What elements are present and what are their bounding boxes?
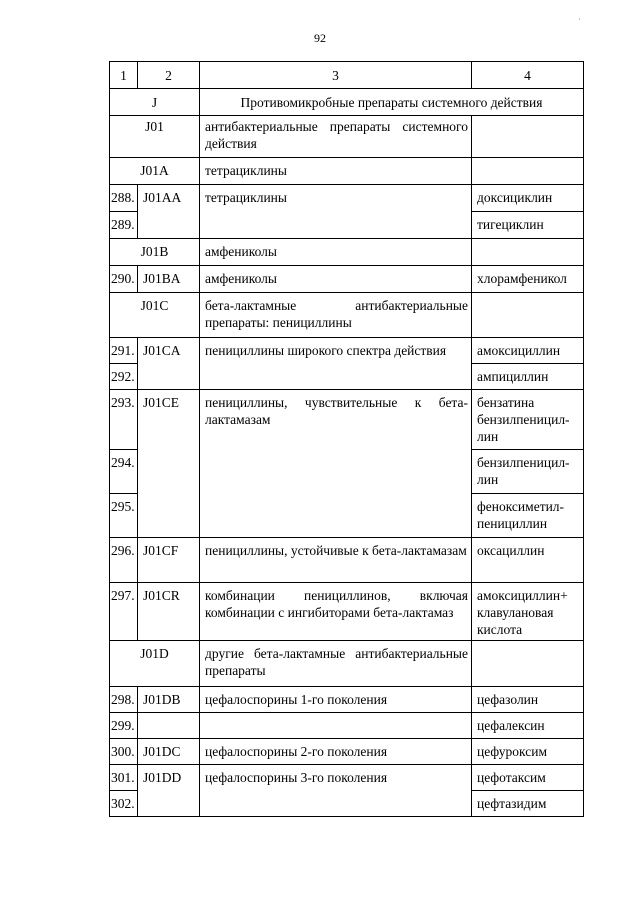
atc-name: комбинации пенициллинов, включая комбинации с ингибиторами бета-лактамаз xyxy=(200,583,472,641)
drug-name: доксициклин xyxy=(472,185,584,212)
row-number: 294. xyxy=(110,450,138,494)
table-row xyxy=(110,687,584,713)
group-row-j01a xyxy=(110,158,584,185)
table-row xyxy=(110,538,584,583)
group-code: J01 xyxy=(110,116,200,158)
group-drug-empty xyxy=(472,158,584,185)
row-number: 298. xyxy=(110,687,138,713)
row-number: 299. xyxy=(110,713,138,739)
row-number: 300. xyxy=(110,739,138,765)
drug-name: амоксициллин+ клавулановая кислота xyxy=(472,583,584,641)
atc-name: амфениколы xyxy=(200,266,472,293)
group-code: J01D xyxy=(110,641,200,687)
scan-mark: · xyxy=(578,14,581,24)
group-name: тетрациклины xyxy=(200,158,472,185)
row-number: 290. xyxy=(110,266,138,293)
atc-code-empty xyxy=(138,713,200,739)
drug-name: цефазолин xyxy=(472,687,584,713)
group-drug-empty xyxy=(472,116,584,158)
row-number: 302. xyxy=(110,791,138,817)
row-number: 296. xyxy=(110,538,138,583)
drug-name: цефтазидим xyxy=(472,791,584,817)
atc-name: пенициллины, чувствительные к бета-лактамазам xyxy=(200,390,472,538)
table-row xyxy=(110,739,584,765)
table-row xyxy=(110,185,584,212)
drug-name: бензатина бензилпеницил-лин xyxy=(472,390,584,450)
table-row xyxy=(110,765,584,791)
row-number: 301. xyxy=(110,765,138,791)
table-row xyxy=(110,713,584,739)
group-row-j01c xyxy=(110,293,584,338)
atc-name: пенициллины широкого спектра действия xyxy=(200,338,472,390)
group-row-j01b xyxy=(110,239,584,266)
table-row xyxy=(110,583,584,641)
table-row xyxy=(110,266,584,293)
drug-name: цефалексин xyxy=(472,713,584,739)
group-code: J01C xyxy=(110,293,200,338)
row-number: 288. xyxy=(110,185,138,212)
atc-code: J01DC xyxy=(138,739,200,765)
drug-name: тигециклин xyxy=(472,212,584,239)
atc-name: цефалоспорины 3-го поколения xyxy=(200,765,472,817)
drug-name: хлорамфеникол xyxy=(472,266,584,293)
drug-name: цефуроксим xyxy=(472,739,584,765)
header-col-3: 3 xyxy=(200,62,472,89)
header-row xyxy=(110,62,584,89)
row-number: 297. xyxy=(110,583,138,641)
atc-name: цефалоспорины 2-го поколения xyxy=(200,739,472,765)
atc-name-empty xyxy=(200,713,472,739)
group-row-j01 xyxy=(110,116,584,158)
group-row-j01d xyxy=(110,641,584,687)
section-code: J xyxy=(110,89,200,116)
header-col-4: 4 xyxy=(472,62,584,89)
row-number: 291. xyxy=(110,338,138,364)
atc-code: J01CR xyxy=(138,583,200,641)
row-number: 293. xyxy=(110,390,138,450)
drug-name: цефотаксим xyxy=(472,765,584,791)
atc-code: J01BA xyxy=(138,266,200,293)
group-code: J01B xyxy=(110,239,200,266)
drug-name: ампициллин xyxy=(472,364,584,390)
table-row xyxy=(110,338,584,364)
drug-name: феноксиметил-пенициллин xyxy=(472,494,584,538)
section-title: Противомикробные препараты системного действия xyxy=(200,89,584,116)
row-number: 295. xyxy=(110,494,138,538)
drug-table xyxy=(109,61,584,817)
group-name: амфениколы xyxy=(200,239,472,266)
row-number: 289. xyxy=(110,212,138,239)
group-name: бета-лактамные антибактериальные препараты: пенициллины xyxy=(200,293,472,338)
atc-name: цефалоспорины 1-го поколения xyxy=(200,687,472,713)
drug-name: оксациллин xyxy=(472,538,584,583)
group-drug-empty xyxy=(472,641,584,687)
group-drug-empty xyxy=(472,293,584,338)
group-drug-empty xyxy=(472,239,584,266)
atc-code: J01DD xyxy=(138,765,200,817)
header-col-1: 1 xyxy=(110,62,138,89)
drug-name: бензилпеницил-лин xyxy=(472,450,584,494)
group-name: антибактериальные препараты системного действия xyxy=(200,116,472,158)
atc-code: J01CA xyxy=(138,338,200,390)
atc-code: J01DB xyxy=(138,687,200,713)
atc-code: J01CE xyxy=(138,390,200,538)
page-number: 92 xyxy=(314,31,326,45)
row-number: 292. xyxy=(110,364,138,390)
group-name: другие бета-лактамные антибактериальные препараты xyxy=(200,641,472,687)
atc-code: J01CF xyxy=(138,538,200,583)
section-row xyxy=(110,89,584,116)
atc-code: J01AA xyxy=(138,185,200,239)
header-col-2: 2 xyxy=(138,62,200,89)
drug-name: амоксициллин xyxy=(472,338,584,364)
table-row xyxy=(110,390,584,450)
atc-name: тетрациклины xyxy=(200,185,472,239)
group-code: J01A xyxy=(110,158,200,185)
atc-name: пенициллины, устойчивые к бета-лактамазам xyxy=(200,538,472,583)
